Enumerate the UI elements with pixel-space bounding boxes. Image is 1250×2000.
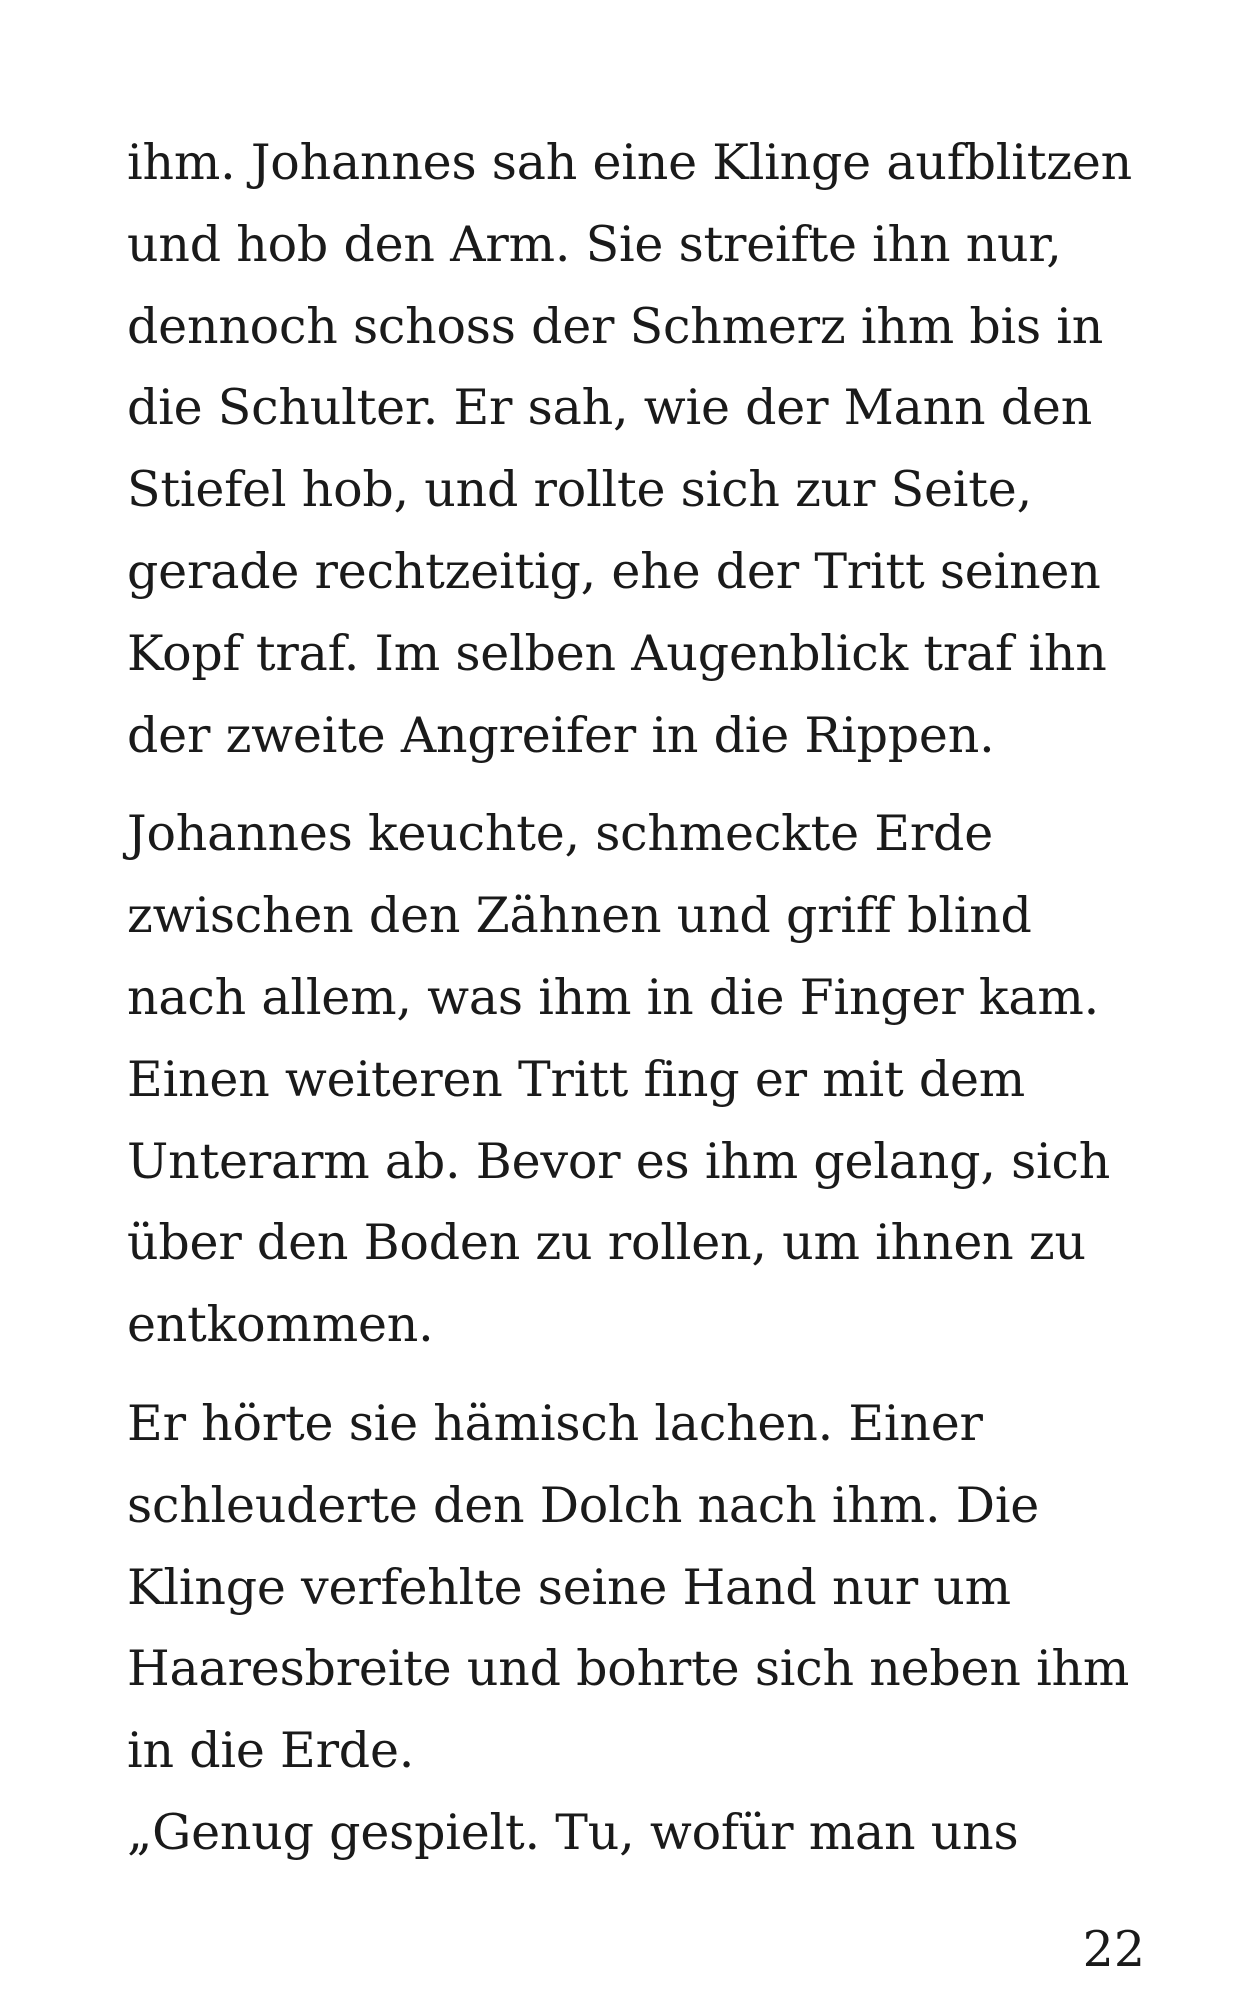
text-line: die Schulter. Er sah, wie der Mann den [127,379,1093,437]
text-line: Klinge verfehlte seine Hand nur um [127,1558,1011,1616]
text-line: entkommen. [127,1296,434,1354]
text-line: Er hörte sie hämisch lachen. Einer [127,1394,983,1452]
text-line: ihm. Johannes sah eine Klinge aufblitzen [127,134,1133,191]
page-number: 22 [1082,1921,1145,1978]
text-line: und hob den Arm. Sie streifte ihn nur, [127,215,1062,273]
text-line: zwischen den Zähnen und griff blind [127,887,1032,945]
text-line: „Genug gespielt. Tu, wofür man uns [127,1803,1019,1861]
text-line: Einen weiteren Tritt fing er mit dem [127,1050,1026,1108]
text-line: über den Boden zu rollen, um ihnen zu [127,1214,1086,1272]
text-line: schleuderte den Dolch nach ihm. Die [127,1476,1040,1534]
text-line: Johannes keuchte, schmeckte Erde [127,805,994,863]
text-line: Stiefel hob, und rollte sich zur Seite, [127,461,1032,519]
text-column [127,122,1137,1874]
paragraph-3 [127,1383,1137,1792]
text-line: in die Erde. [127,1722,415,1780]
text-line: gerade rechtzeitig, ehe der Tritt seinen [127,542,1101,600]
text-line: Haaresbreite und bohrte sich neben ihm [127,1640,1130,1698]
text-line: der zweite Angreifer in die Rippen. [127,706,995,764]
text-line: nach allem, was ihm in die Finger kam. [127,968,1100,1026]
text-line: Unterarm ab. Bevor es ihm gelang, sich [127,1132,1111,1190]
paragraph-4 [127,1792,1137,1874]
text-line: Kopf traf. Im selben Augenblick traf ihn [127,624,1107,682]
text-line: dennoch schoss der Schmerz ihm bis in [127,297,1104,355]
paragraph-2 [127,793,1137,1366]
paragraph-1 [127,122,1137,776]
